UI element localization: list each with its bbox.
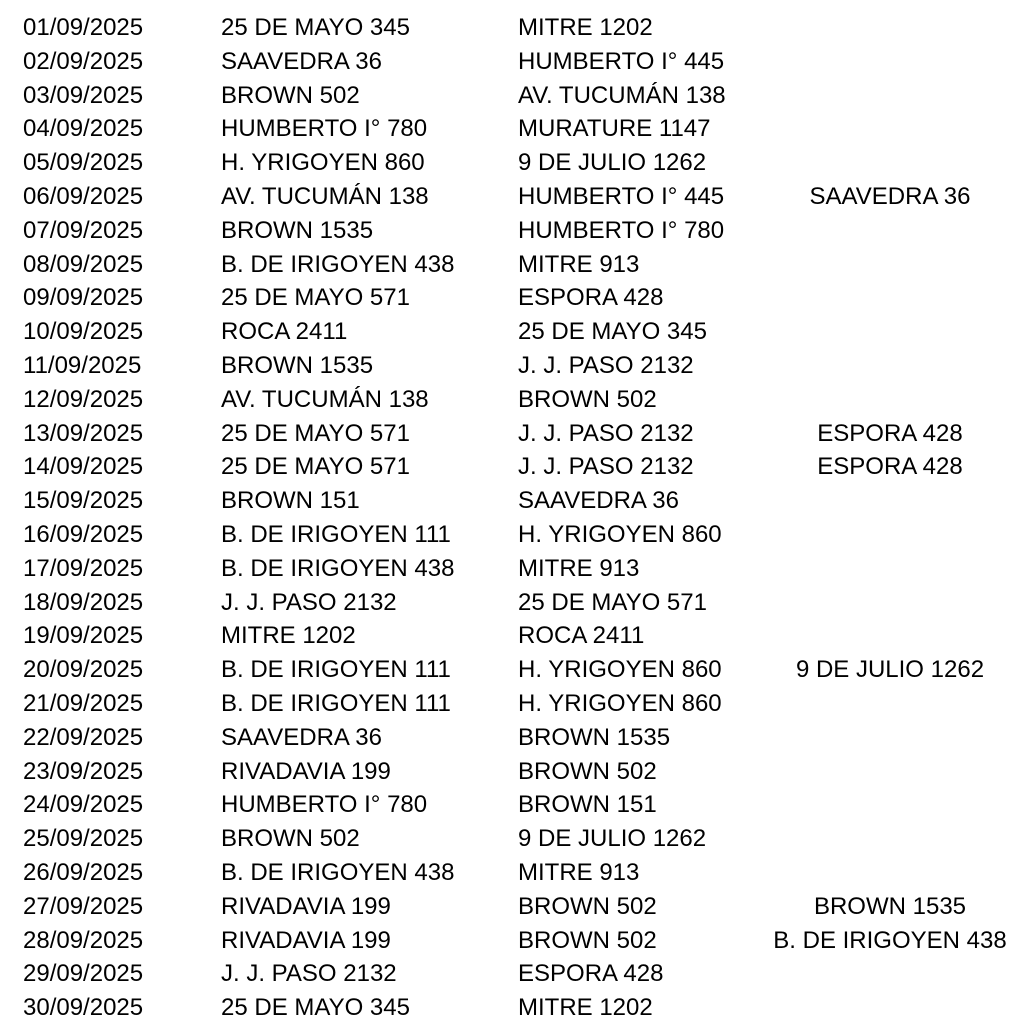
row-address-primary: B. DE IRIGOYEN 438 [221,554,455,582]
row-address-secondary: H. YRIGOYEN 860 [518,689,722,717]
row-address-secondary: BROWN 1535 [518,723,671,751]
row-address-primary: RIVADAVIA 199 [221,892,391,920]
row-address-primary: MITRE 1202 [221,622,356,650]
row-date: 26/09/2025 [23,858,144,886]
schedule-row [0,281,1024,315]
row-address-primary: 25 DE MAYO 571 [221,284,410,312]
row-address-primary: RIVADAVIA 199 [221,757,391,785]
row-address-secondary: MITRE 1202 [518,994,653,1022]
row-address-primary: BROWN 1535 [221,351,374,379]
schedule-row [0,924,1024,958]
schedule-row [0,383,1024,417]
row-date: 29/09/2025 [23,960,144,988]
row-date: 19/09/2025 [23,622,144,650]
row-date: 11/09/2025 [23,351,142,379]
schedule-row [0,687,1024,721]
schedule-row [0,79,1024,113]
row-date: 12/09/2025 [23,385,144,413]
row-address-secondary: MURATURE 1147 [518,115,711,143]
row-date: 23/09/2025 [23,757,144,785]
row-date: 21/09/2025 [23,689,144,717]
row-date: 01/09/2025 [23,14,144,41]
row-address-secondary: ESPORA 428 [518,284,664,312]
row-date: 18/09/2025 [23,588,144,616]
row-address-tertiary: ESPORA 428 [817,453,963,481]
row-date: 03/09/2025 [23,81,144,109]
schedule-row [0,315,1024,349]
row-address-primary: BROWN 151 [221,487,360,515]
row-date: 09/09/2025 [23,284,144,312]
row-address-primary: B. DE IRIGOYEN 111 [221,520,451,548]
schedule-row [0,484,1024,518]
schedule-row [0,146,1024,180]
row-address-secondary: MITRE 1202 [518,14,653,41]
row-address-primary: 25 DE MAYO 345 [221,14,410,41]
row-address-primary: BROWN 502 [221,825,360,853]
row-address-primary: HUMBERTO I° 780 [221,791,428,819]
schedule-row [0,957,1024,991]
row-address-tertiary: BROWN 1535 [813,892,967,920]
row-date: 02/09/2025 [23,47,144,75]
row-address-tertiary: 9 DE JULIO 1262 [795,656,985,684]
row-address-secondary: H. YRIGOYEN 860 [518,520,722,548]
schedule-row [0,518,1024,552]
schedule-row [0,822,1024,856]
row-address-secondary: 9 DE JULIO 1262 [518,825,707,853]
row-date: 10/09/2025 [23,318,144,346]
row-date: 17/09/2025 [23,554,144,582]
row-address-primary: B. DE IRIGOYEN 111 [221,689,451,717]
row-date: 04/09/2025 [23,115,144,143]
schedule-row [0,45,1024,79]
row-address-tertiary: ESPORA 428 [817,419,963,447]
row-address-primary: AV. TUCUMÁN 138 [221,385,429,413]
row-address-secondary: HUMBERTO I° 445 [518,47,725,75]
row-date: 20/09/2025 [23,656,144,684]
row-address-secondary: HUMBERTO I° 780 [518,216,725,244]
row-address-secondary: AV. TUCUMÁN 138 [518,81,726,109]
schedule-row [0,788,1024,822]
row-address-secondary: 9 DE JULIO 1262 [518,149,707,177]
schedule-row [0,112,1024,146]
schedule-row [0,856,1024,890]
row-address-primary: RIVADAVIA 199 [221,926,391,954]
row-address-secondary: MITRE 913 [518,554,640,582]
row-address-secondary: HUMBERTO I° 445 [518,182,725,210]
row-date: 06/09/2025 [23,182,144,210]
schedule-row [0,417,1024,451]
row-date: 30/09/2025 [23,994,144,1022]
row-date: 16/09/2025 [23,520,144,548]
row-date: 07/09/2025 [23,216,144,244]
row-address-primary: B. DE IRIGOYEN 438 [221,250,455,278]
schedule-row [0,180,1024,214]
row-address-secondary: J. J. PASO 2132 [518,351,694,379]
row-address-primary: BROWN 1535 [221,216,374,244]
row-address-secondary: SAAVEDRA 36 [518,487,679,515]
row-address-secondary: 25 DE MAYO 571 [518,588,707,616]
schedule-list [0,11,1024,1025]
schedule-row [0,653,1024,687]
row-address-primary: 25 DE MAYO 571 [221,453,410,481]
row-address-secondary: BROWN 502 [518,757,657,785]
row-address-primary: B. DE IRIGOYEN 438 [221,858,455,886]
row-address-primary: J. J. PASO 2132 [221,588,397,616]
row-address-secondary: J. J. PASO 2132 [518,419,694,447]
schedule-row [0,619,1024,653]
row-address-primary: BROWN 502 [221,81,360,109]
schedule-row [0,248,1024,282]
schedule-row [0,890,1024,924]
row-address-secondary: 25 DE MAYO 345 [518,318,707,346]
row-address-secondary: MITRE 913 [518,858,640,886]
row-address-secondary: ESPORA 428 [518,960,664,988]
row-date: 14/09/2025 [23,453,144,481]
row-address-primary: B. DE IRIGOYEN 111 [221,656,451,684]
row-address-primary: 25 DE MAYO 571 [221,419,410,447]
schedule-row [0,586,1024,620]
row-address-primary: 25 DE MAYO 345 [221,994,410,1022]
row-address-secondary: BROWN 151 [518,791,657,819]
row-address-secondary: BROWN 502 [518,892,657,920]
row-date: 13/09/2025 [23,419,144,447]
row-date: 15/09/2025 [23,487,144,515]
row-address-secondary: H. YRIGOYEN 860 [518,656,722,684]
schedule-row [0,349,1024,383]
row-address-secondary: BROWN 502 [518,926,657,954]
row-address-secondary: MITRE 913 [518,250,640,278]
schedule-row [0,450,1024,484]
row-date: 28/09/2025 [23,926,144,954]
row-address-primary: ROCA 2411 [221,318,348,346]
row-date: 05/09/2025 [23,149,144,177]
row-address-secondary: BROWN 502 [518,385,657,413]
row-address-primary: SAAVEDRA 36 [221,47,382,75]
row-address-primary: AV. TUCUMÁN 138 [221,182,429,210]
row-address-primary: H. YRIGOYEN 860 [221,149,425,177]
schedule-row [0,991,1024,1025]
row-date: 08/09/2025 [23,250,144,278]
row-address-tertiary: B. DE IRIGOYEN 438 [773,926,1007,954]
schedule-row [0,552,1024,586]
schedule-row [0,755,1024,789]
row-address-primary: HUMBERTO I° 780 [221,115,428,143]
row-date: 24/09/2025 [23,791,144,819]
schedule-row [0,721,1024,755]
schedule-row [0,214,1024,248]
schedule-row [0,11,1024,45]
row-address-primary: SAAVEDRA 36 [221,723,382,751]
row-date: 22/09/2025 [23,723,144,751]
row-address-secondary: J. J. PASO 2132 [518,453,694,481]
row-address-secondary: ROCA 2411 [518,622,645,650]
row-date: 27/09/2025 [23,892,144,920]
row-date: 25/09/2025 [23,825,144,853]
row-address-tertiary: SAAVEDRA 36 [809,182,971,210]
row-address-primary: J. J. PASO 2132 [221,960,397,988]
